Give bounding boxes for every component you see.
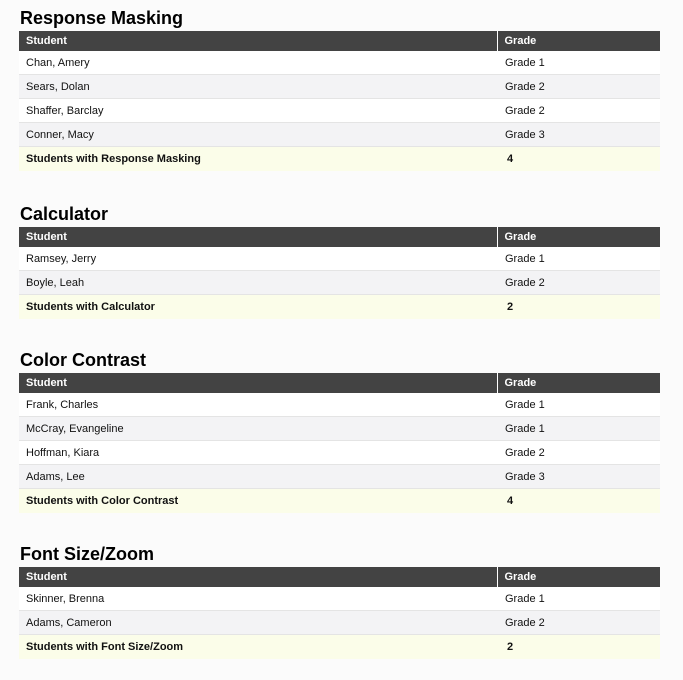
section-response-masking bbox=[19, 5, 660, 171]
table-header-row bbox=[19, 567, 660, 587]
student-name-cell: McCray, Evangeline bbox=[19, 417, 497, 441]
grade-column-header[interactable]: Grade bbox=[497, 567, 660, 587]
table-row bbox=[19, 393, 660, 417]
grade-cell: Grade 1 bbox=[497, 247, 660, 271]
section-title: Calculator bbox=[20, 204, 109, 224]
grade-cell: Grade 2 bbox=[497, 611, 660, 635]
student-name-cell: Adams, Lee bbox=[19, 465, 497, 489]
grade-cell: Grade 2 bbox=[497, 271, 660, 295]
grade-cell: Grade 1 bbox=[497, 587, 660, 611]
table-row bbox=[19, 611, 660, 635]
summary-row bbox=[19, 489, 660, 514]
grade-cell: Grade 3 bbox=[497, 123, 660, 147]
summary-count: 2 bbox=[497, 635, 660, 660]
grade-cell: Grade 1 bbox=[497, 417, 660, 441]
student-name-cell: Conner, Macy bbox=[19, 123, 497, 147]
table-row bbox=[19, 465, 660, 489]
table-header-row bbox=[19, 227, 660, 247]
grade-cell: Grade 2 bbox=[497, 441, 660, 465]
table-row bbox=[19, 75, 660, 99]
grade-column-header[interactable]: Grade bbox=[497, 227, 660, 247]
student-column-header[interactable]: Student bbox=[19, 373, 497, 393]
students-table bbox=[19, 373, 660, 513]
student-name-cell: Chan, Amery bbox=[19, 51, 497, 75]
summary-count: 4 bbox=[497, 147, 660, 172]
table-header-row bbox=[19, 31, 660, 51]
summary-count: 4 bbox=[497, 489, 660, 514]
student-name-cell: Adams, Cameron bbox=[19, 611, 497, 635]
section-title: Response Masking bbox=[20, 8, 184, 28]
grade-column-header[interactable]: Grade bbox=[497, 373, 660, 393]
table-row bbox=[19, 247, 660, 271]
students-table bbox=[19, 31, 660, 171]
grade-cell: Grade 2 bbox=[497, 75, 660, 99]
table-row bbox=[19, 271, 660, 295]
summary-row bbox=[19, 147, 660, 172]
table-row bbox=[19, 587, 660, 611]
table-header-row bbox=[19, 373, 660, 393]
table-row bbox=[19, 441, 660, 465]
summary-row bbox=[19, 635, 660, 660]
student-name-cell: Frank, Charles bbox=[19, 393, 497, 417]
table-row bbox=[19, 417, 660, 441]
student-column-header[interactable]: Student bbox=[19, 567, 497, 587]
students-table bbox=[19, 567, 660, 659]
table-row bbox=[19, 99, 660, 123]
summary-label: Students with Font Size/Zoom bbox=[19, 635, 497, 660]
students-table bbox=[19, 227, 660, 319]
summary-label: Students with Response Masking bbox=[19, 147, 497, 172]
grade-cell: Grade 2 bbox=[497, 99, 660, 123]
section-title: Color Contrast bbox=[20, 350, 146, 370]
summary-row bbox=[19, 295, 660, 320]
student-column-header[interactable]: Student bbox=[19, 227, 497, 247]
grade-cell: Grade 3 bbox=[497, 465, 660, 489]
student-name-cell: Hoffman, Kiara bbox=[19, 441, 497, 465]
student-name-cell: Shaffer, Barclay bbox=[19, 99, 497, 123]
table-row bbox=[19, 123, 660, 147]
student-name-cell: Skinner, Brenna bbox=[19, 587, 497, 611]
grade-cell: Grade 1 bbox=[497, 51, 660, 75]
summary-label: Students with Color Contrast bbox=[19, 489, 497, 514]
student-name-cell: Boyle, Leah bbox=[19, 271, 497, 295]
student-name-cell: Ramsey, Jerry bbox=[19, 247, 497, 271]
table-row bbox=[19, 51, 660, 75]
summary-count: 2 bbox=[497, 295, 660, 320]
grade-column-header[interactable]: Grade bbox=[497, 31, 660, 51]
summary-label: Students with Calculator bbox=[19, 295, 497, 320]
section-calculator bbox=[19, 201, 660, 319]
student-column-header[interactable]: Student bbox=[19, 31, 497, 51]
section-title: Font Size/Zoom bbox=[20, 544, 154, 564]
student-name-cell: Sears, Dolan bbox=[19, 75, 497, 99]
section-font-size-zoom bbox=[19, 541, 660, 659]
grade-cell: Grade 1 bbox=[497, 393, 660, 417]
section-color-contrast bbox=[19, 347, 660, 513]
